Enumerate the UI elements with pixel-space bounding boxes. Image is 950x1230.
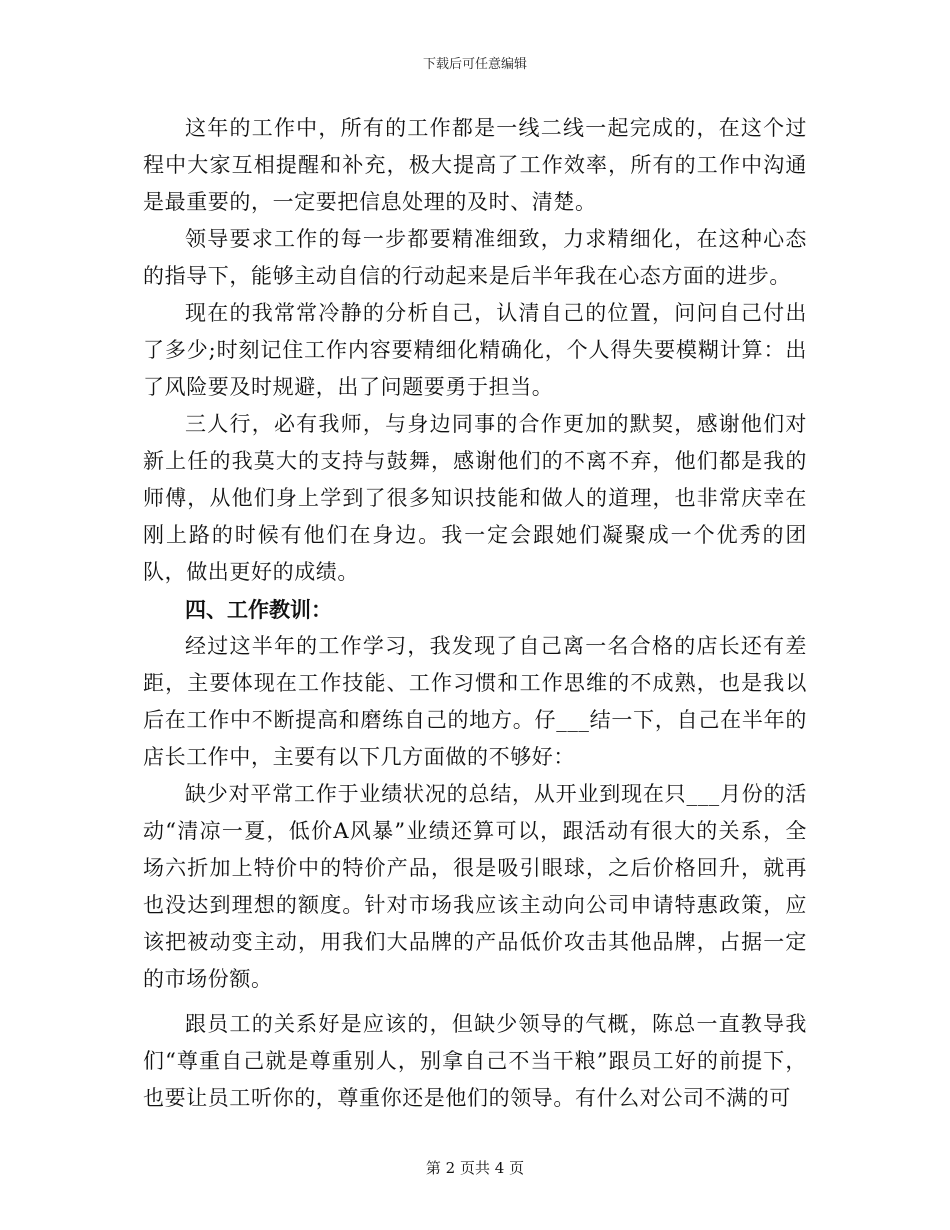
page-header: 下载后可任意编辑	[422, 57, 527, 72]
paragraph: 现在的我常常冷静的分析自己，认清自己的位置，问问自己付出了多少;时刻记住工作内容要精细化精确化，个人得失要模糊计算：出了风险要及时规避，出了问题要勇于担当。	[143, 301, 807, 399]
paragraph: 这年的工作中，所有的工作都是一线二线一起完成的，在这个过程中大家互相提醒和补充，极大提高了工作效率，所有的工作中沟通是最重要的，一定要把信息处理的及时、清楚。	[143, 116, 807, 214]
paragraph: 三人行，必有我师，与身边同事的合作更加的默契，感谢他们对新上任的我莫大的支持与鼓舞，感谢他们的不离不弃，他们都是我的师傅，从他们身上学到了很多知识技能和做人的道理，也非常庆幸在刚上路的时候有他们在身边。我一定会跟她们凝聚成一个优秀的团队，做出更好的成绩。	[143, 412, 807, 584]
page-footer: 第 2 页共 4 页	[425, 1159, 525, 1177]
paragraph: 跟员工的关系好是应该的，但缺少领导的气概，陈总一直教导我们“尊重自己就是尊重别人，别拿自己不当干粮”跟员工好的前提下，也要让员工听你的，尊重你还是他们的领导。有什么对公司不满的可	[143, 1012, 807, 1110]
document-body	[143, 110, 807, 1117]
paragraph: 领导要求工作的每一步都要精准细致，力求精细化，在这种心态的指导下，能够主动自信的行动起来是后半年我在心态方面的进步。	[143, 227, 807, 288]
paragraph: 缺少对平常工作于业绩状况的总结，从开业到现在只___月份的活动“清凉一夏，低价A风暴”业绩还算可以，跟活动有很大的关系，全场六折加上特价中的特价产品，很是吸引眼球，之后价格回升，就再也没达到理想的额度。针对市场我应该主动向公司申请特惠政策，应该把被动变主动，用我们大品牌的产品低价攻击其他品牌，占据一定的市场份额。	[143, 782, 807, 991]
paragraph: 经过这半年的工作学习，我发现了自己离一名合格的店长还有差距，主要体现在工作技能、工作习惯和工作思维的不成熟，也是我以后在工作中不断提高和磨练自己的地方。仔___结一下，自己在半年的店长工作中，主要有以下几方面做的不够好：	[143, 634, 807, 769]
section-heading: 四、工作教训：	[185, 597, 332, 622]
